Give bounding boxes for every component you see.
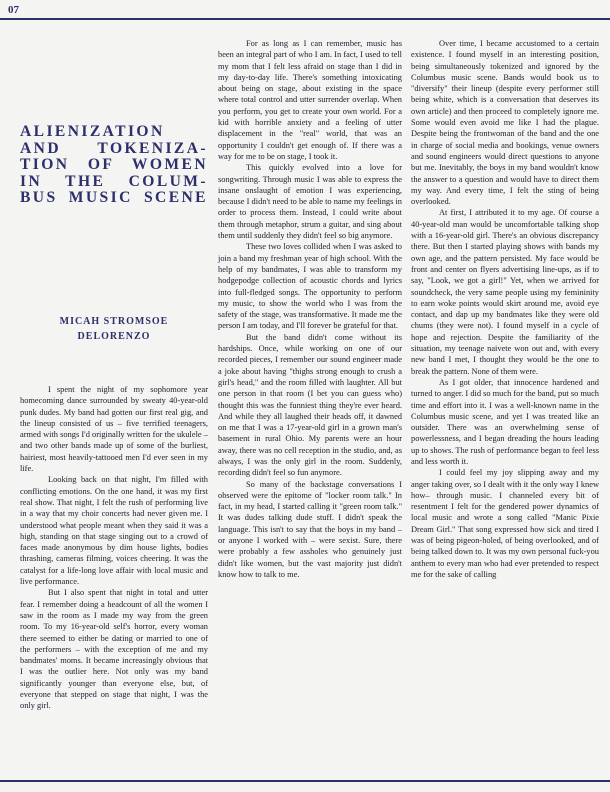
paragraph: But the band didn't come without its hardships. Once, while working on one of our recorded pieces, I remember our sound engineer made a joke about having "thighs strong enough to crush a girl's head," and the room filled with laughter. All but one person in that room (I bet you can guess who) thought this was the funniest thing they're ever heard. And while they all laughed their heads off, it dawned on me that I was a 17-year-old girl in a grown man's basement in rural Ohio. My parents were an hour away, there was no cell reception in the studio, and, as always, I was the only girl in the room. Suddenly, recording didn't feel so fun anymore. [218,332,402,478]
title-line: ALIENIZATION [20,123,165,140]
text-column-2 [218,38,402,580]
paragraph: So many of the backstage conversations I observed were the epitome of "locker room talk." In fact, in my head, I started calling it "green room talk." It was dudes talking dude stuff. I didn't speak the language. This isn't to say that the boys in my band – or anyone I worked with – were sexist. Sure, there were probably a few assholes who genuinely just didn't like women, but the vast majority just didn't know how to talk to me. [218,479,402,579]
top-rule [0,18,610,20]
text-column-1 [20,384,208,712]
paragraph: As I got older, that innocence hardened and turned to anger. I did so much for the band, put so much time and effort into it. I was a well-known name in the Columbus music scene, and yet I was treated like an outsider. There was an overwhelming sense of powerlessness, and I began dreading the hours leading up to shows. The rush of performance began to feel less and less worth it. [411,377,599,466]
author-byline [20,314,208,344]
paragraph: But I also spent that night in total and utter fear. I remember doing a headcount of all the women I saw in the room as I made my way from the green room. To my 16-year-old self's horror, every woman there seemed to either be dating or married to one of the performers – with the exception of me and my bandmates' moms. It became increasingly obvious that I was the outlier here. Not only was my band significantly younger than everyone else, but, of everyone that stepped on stage that night, I was the only girl. [20,588,208,711]
paragraph: For as long as I can remember, music has been an integral part of who I am. In fact, I used to tell my mom that I felt less afraid on stage than I did in my day-to-day life. There's something intoxicating about being on stage, about existing in the space where total control and utter surrender overlap. When you perform, you get to create your own world. For a kid with horrible anxiety and a feeling of utter displacement in the "real" world, that was an opportunity I couldn't get enough of. If there was a way for me to be on stage, I took it. [218,39,402,161]
paragraph: I could feel my joy slipping away and my anger taking over, so I dealt with it the only way I knew how– through music. I channeled every bit of resentment I felt for the gendered power dynamics of local music and wrote a song called "Manic Pixie Dream Girl." That song expressed how sick and tired I was of being pigeon-holed, of being overlooked, and of being talked down to. It was my own personal fuck-you anthem to every man who had ever pretended to respect me for the sake of calling [411,468,599,579]
paragraph: These two loves collided when I was asked to join a band my freshman year of high school. With the help of my bandmates, I was able to transform my hodgepodge collection of acoustic chords and lyrics into full-fledged songs. The opportunity to perform my music, to show the world who I was from the safety of the stage, was transformative. It made me the person I am today, and I'll forever be grateful for that. [218,242,402,331]
bottom-rule [0,780,610,782]
title-line: IN THE COLUM- [20,172,208,190]
title-line: TION OF WOMEN [20,156,208,174]
paragraph: Over time, I became accustomed to a certain existence. I found myself in an interesting position, being simultaneously tokenized and ignored by the Columbus music scene. Bands would book us to "diversify" their lineup (despite every performer still being white, which is a conversation that deserves its own article) and then proceed to completely ignore me. Some would even avoid me like I had the plague. Despite being the frontwoman of the band and the one in charge of social media and bookings, venue owners and sound engineers would direct questions to anyone but me. Inevitably, the boys in my band wouldn't know the answer to a question and would have to direct them my way. And every time, I felt the sting of being overlooked. [411,39,599,207]
text-column-3 [411,38,599,580]
paragraph: This quickly evolved into a love for songwriting. Through music I was able to express the insane onslaught of emotion I was experiencing, because I didn't need to be able to name my feelings in order to process them. Instead, I could write about them through metaphor, strum a guitar, and sing about them until suddenly they didn't feel so big anymore. [218,163,402,241]
paragraph: At first, I attributed it to my age. Of course a 40-year-old man would be uncomfortable talking shop with a 16-year-old girl. There's an obvious discrepancy there. But then I started playing shows with bands my own age, and the pattern persisted. My face would be front and center on flyers advertising line-ups, as if to say, "Look, we got a girl!" Yet, when we arrived for soundcheck, the very same people using my femininity to earn woke points would skirt around me, avoid eye contact, and dap up my bandmates like they were old chums (they were not). I found myself in a cycle of hope and rejection. Despite the familiarity of the situation, my teenage naivete won out and, with every new band I met, I thought they would be the one to break the pattern. None of them were. [411,208,599,376]
author-line: MICAH STROMSOE [59,316,169,327]
page-number: 07 [8,4,19,16]
title-line: AND TOKENIZA- [20,139,208,157]
article-title [20,124,208,207]
paragraph: Looking back on that night, I'm filled with conflicting emotions. On the one hand, it was my first real show. That night, I felt the rush of performing live in a way that my choir concerts had never given me. I understood what people meant when they said it was a high, standing on that stage singing out to a crowd of faces made anonymous by dim house lights, bodies thrashing, cameras filming, voices cheering. It was the catalyst for a life-long love affair with local music and live performance. [20,475,208,587]
paragraph: I spent the night of my sophomore year homecoming dance surrounded by sweaty 40-year-old punk dudes. My band had gotten our first real gig, and the lineup consisted of us – five terrified teenagers, armed with songs I'd originally written for the ukulele – and two other bands made up of some of the burliest, hairiest, most heavily-tattooed men I'd ever seen in my life. [20,385,208,474]
title-line: BUS MUSIC SCENE [20,189,208,207]
author-line: DELORENZO [77,331,151,342]
